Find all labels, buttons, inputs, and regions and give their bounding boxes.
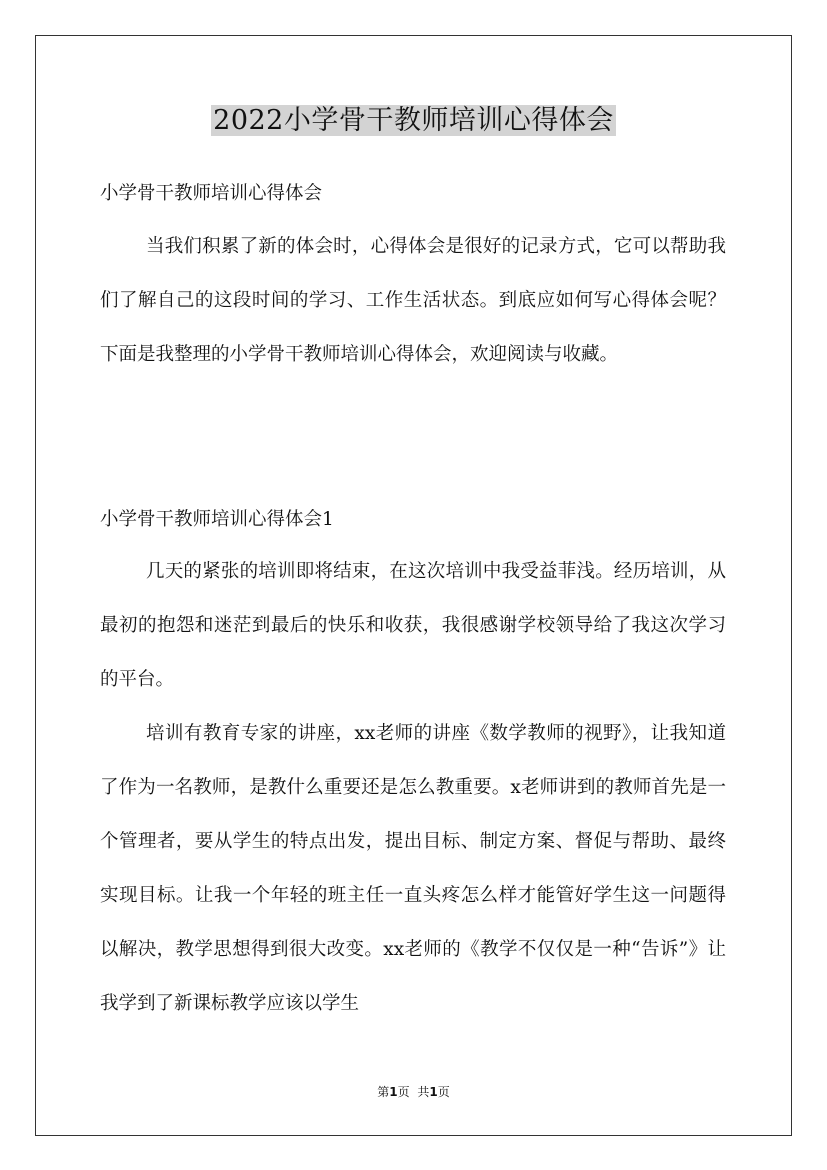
document-title: [0, 100, 827, 142]
page-total: 1: [429, 1085, 438, 1099]
page-prefix: 第: [377, 1085, 390, 1099]
document-title-text: 2022小学骨干教师培训心得体会: [213, 105, 614, 136]
body-paragraph-1: 几天的紧张的培训即将结束，在这次培训中我受益菲浅。经历培训，从最初的抱怨和迷茫到最后的快乐和收获，我很感谢学校领导给了我这次学习的平台。: [100, 561, 726, 690]
section-heading-1: 小学骨干教师培训心得体会1: [100, 509, 334, 530]
body-paragraph-2: 培训有教育专家的讲座，xx老师的讲座《数学教师的视野》，让我知道了作为一名教师，是教什么重要还是怎么教重要。x老师讲到的教师首先是一个管理者，要从学生的特点出发，提出目标、制定方案、督促与帮助、最终实现目标。让我一个年轻的班主任一直头疼怎么样才能管好学生这一问题得以解决，教学思想得到很大改变。xx老师的《教学不仅仅是一种“告诉”》让我学到了新课标教学应该以学生: [100, 723, 726, 1014]
total-suffix: 页: [437, 1085, 450, 1099]
page-suffix: 页: [397, 1085, 410, 1099]
total-prefix: 共: [417, 1085, 430, 1099]
page-footer: [0, 1084, 827, 1100]
intro-paragraph: 当我们积累了新的体会时，心得体会是很好的记录方式，它可以帮助我们了解自己的这段时间的学习、工作生活状态。到底应如何写心得体会呢？下面是我整理的小学骨干教师培训心得体会，欢迎阅读与收藏。: [100, 236, 726, 365]
section-subtitle: 小学骨干教师培训心得体会: [100, 183, 323, 204]
page-current: 1: [389, 1085, 398, 1099]
